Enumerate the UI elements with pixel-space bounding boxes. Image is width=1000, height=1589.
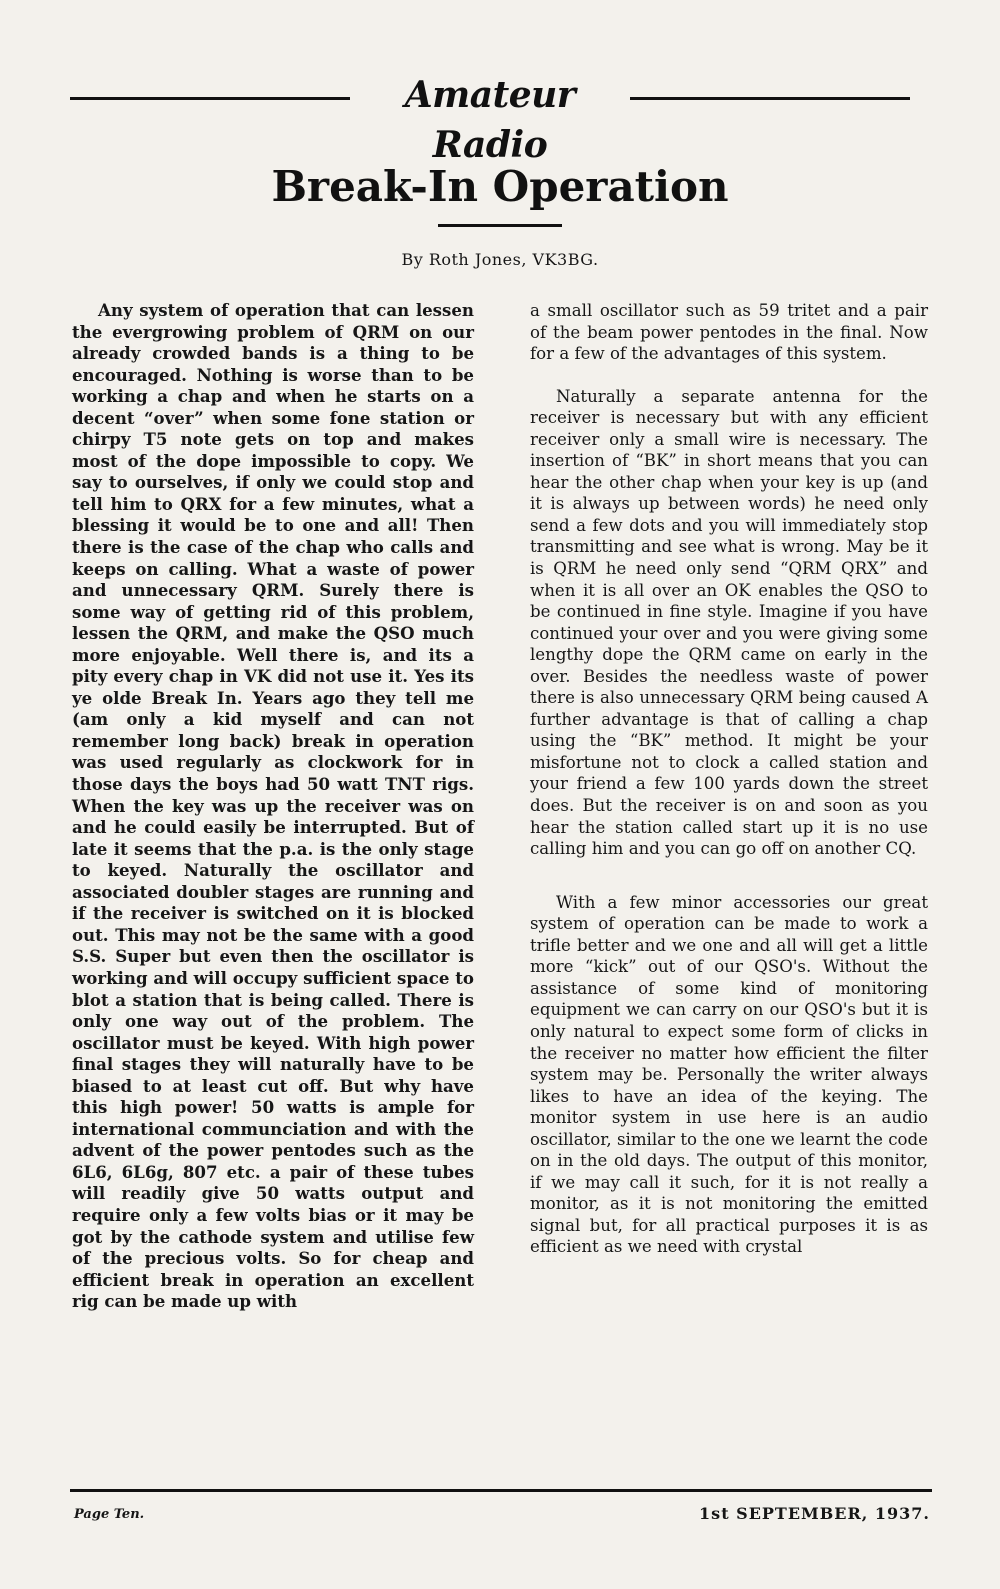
right-paragraph-3: With a few minor accessories our great system of operation can be made to work a trifle better and we one and all will get a little more “kick” out of our QSO's. Without the assistance of some kind of monitoring equipment we can carry on our QSO's but it is only natural to expect some form of clicks in the receiver no matter how efficient the filter system may be. Personally the writer always likes to have an idea of the keying. The monitor system in use here is an audio oscillator, similar to the one we learnt the code on in the old days. The output of this monitor, if we may call it such, for it is not really a monitor, as it is not monitoring the emitted signal but, for all practical purposes it is as efficient as we need with crystal [530, 892, 928, 1257]
left-paragraph-1: Any system of operation that can lessen the evergrowing problem of QRM on our already crowded bands is a thing to be encouraged. Nothing is worse than to be working a chap and when he starts on a decent “over” when some fone station or chirpy T5 note gets on top and makes most of the dope impossible to copy. We say to ourselves, if only we could stop and tell him to QRX for a few minutes, what a blessing it would be to one and all! Then there is the case of the chap who calls and keeps on calling. What a waste of power and unnecessary QRM. Surely there is some way of getting rid of this problem, lessen the QRM, and make the QSO much more enjoyable. Well there is, and its a pity every chap in VK did not use it. Yes its ye olde Break In. Years ago they tell me (am only a kid myself and can not remember long back) break in operation was used regularly as clockwork for in those days the boys had 50 watt TNT rigs. When the key was up the receiver was on and he could easily be interrupted. But of late it seems that the p.a. is the only stage to keyed. Naturally the oscillator and associated doubler stages are running and if the receiver is switched on it is blocked out. This may not be the same with a good S.S. Super but even then the oscillator is working and will occupy sufficient space to blot a station that is being called. There is only one way out of the problem. The oscillator must be keyed. With high power final stages they will naturally have to be biased to at least cut off. But why have this high power! 50 watts is ample for international communciation and with the advent of the power pentodes such as the 6L6, 6L6g, 807 etc. a pair of these tubes will readily give 50 watts output and require only a few volts bias or it may be got by the cathode system and utilise few of the precious volts. So for cheap and efficient break in operation an excellent rig can be made up with [72, 300, 474, 1312]
masthead-rule-right [630, 97, 910, 100]
left-column [72, 300, 474, 1313]
article-title: Break-In Operation [271, 162, 729, 211]
footer-rule [70, 1489, 932, 1492]
right-paragraph-2: Naturally a separate antenna for the receiver is necessary but with any efficient receiver only a small wire is necessary. The insertion of “BK” in short means that you can hear the other chap when your key is up (and it is always up between words) he need only send a few dots and you will immediately stop transmitting and see what is wrong. May be it is QRM he need only send “QRM QRX” and when it is all over an OK enables the QSO to be continued in fine style. Imagine if you have continued your over and you were giving some lengthy dope the QRM came on early in the over. Besides the needless waste of power there is also unnecessary QRM being caused A further advantage is that of calling a chap using the “BK” method. It might be your misfortune not to clock a called station and your friend a few 100 yards down the street does. But the receiver is on and soon as you hear the station called start up it is no use calling him and you can go off on another CQ. [530, 386, 928, 859]
masthead [70, 70, 910, 166]
issue-date: 1st SEPTEMBER, 1937. [699, 1504, 930, 1523]
right-paragraph-1: a small oscillator such as 59 tritet and a pair of the beam power pentodes in the final. Now for a few of the advantages of this system. [530, 301, 928, 364]
byline: By Roth Jones, VK3BG. [401, 250, 599, 269]
page-number: Page Ten. [74, 1507, 145, 1522]
right-column [530, 300, 928, 1258]
masthead-rule-left [70, 97, 350, 100]
masthead-logo: Amateur Radio [404, 74, 576, 166]
title-underline [438, 224, 562, 227]
